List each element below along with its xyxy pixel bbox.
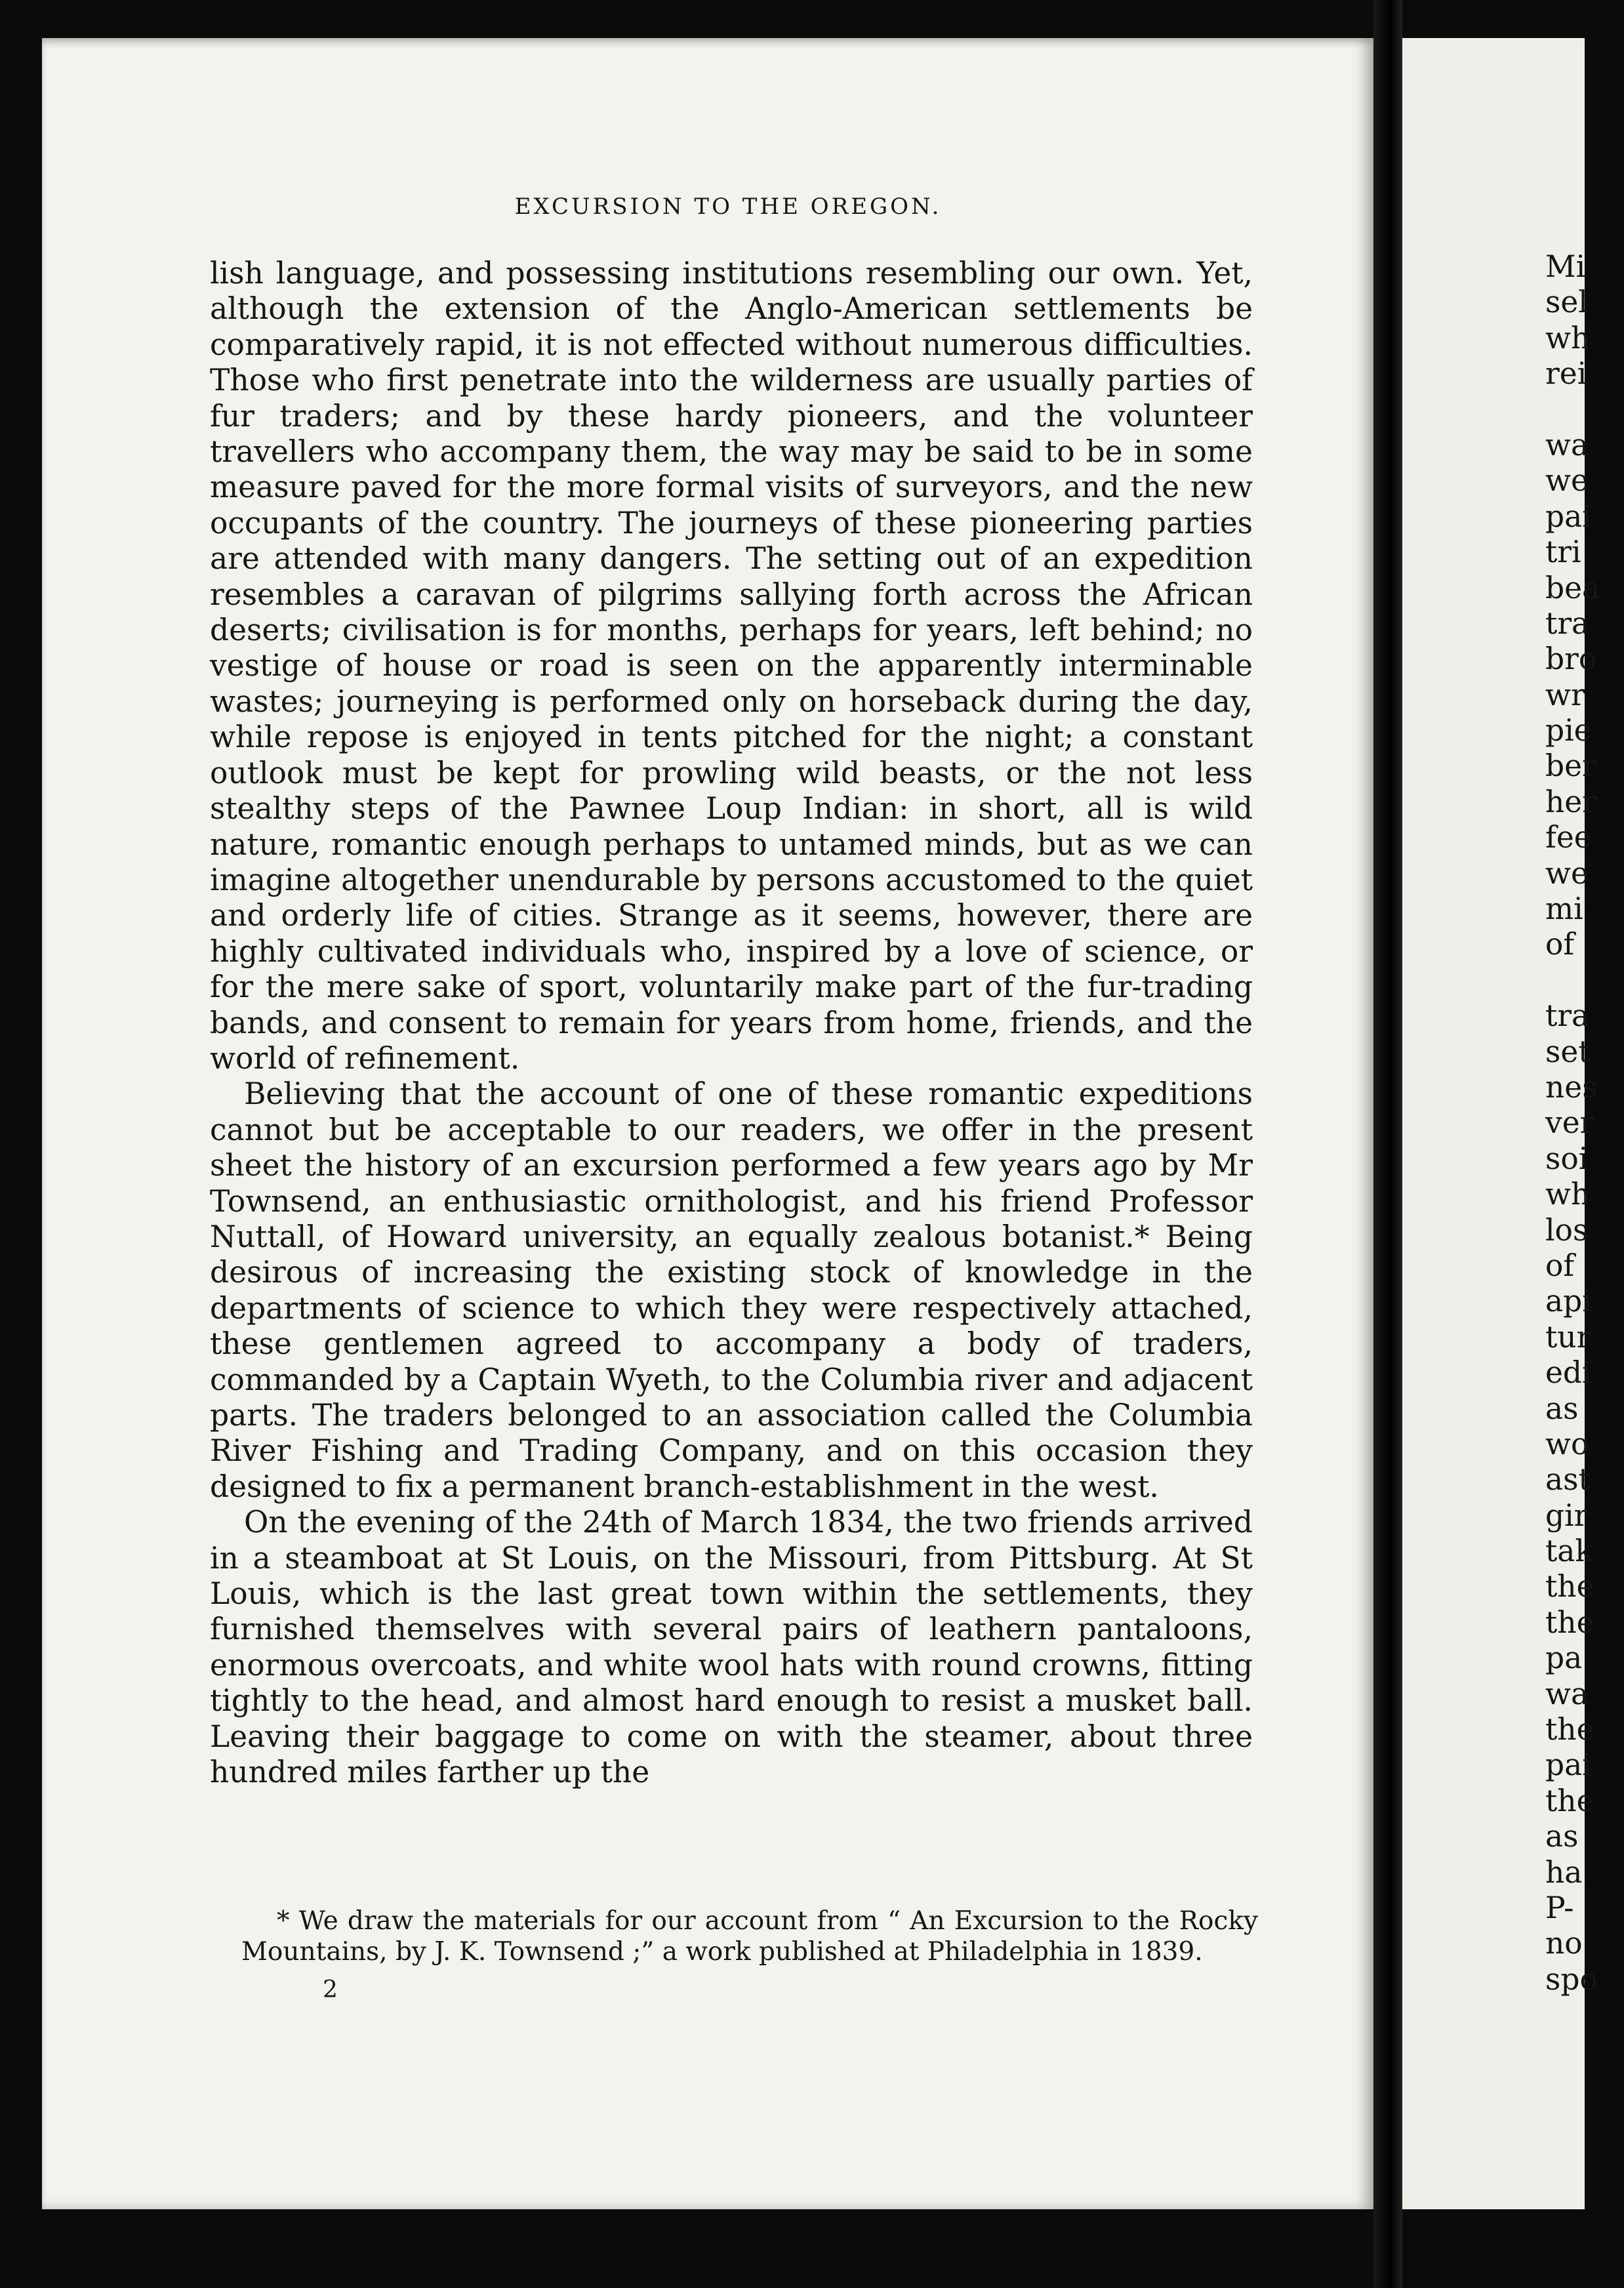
right-column-line: Mi [1545,249,1586,284]
right-column-line: pa [1545,1641,1583,1676]
right-column-line: mi [1545,891,1583,927]
right-column-line: tra [1545,605,1590,641]
right-column-line: tur [1545,1319,1591,1355]
right-column-line: ber [1545,748,1596,784]
right-column-line: as [1545,1391,1579,1426]
right-column-line: soi [1545,1141,1589,1176]
right-column-line: tra [1545,998,1590,1034]
footnote-text: * We draw the materials for our account from “ An Excursion to the Rocky Mountains, by J. K. Townsend ;” a work published at Philadelphia in 1839. [241,1906,1258,1967]
right-column-line: bea [1545,570,1600,605]
right-column-line: wo [1545,1426,1589,1461]
right-column-line: tak [1545,1534,1593,1569]
paragraph-1: lish language, and possessing institutions resembling our own. Yet, although the extension of the Anglo-American settlements be comparatively rapid, it is not effected without numerous difficulties. Those who first penetrate into the wilderness are usually parties of fur traders; and by these hardy pioneers, and the volunteer travellers who accompany them, the way may be said to be in some measure paved for the more formal visits of surveyors, and the new occupants of the country. The journeys of these pioneering parties are attended with many dangers. The setting out of an expedition resembles a caravan of pilgrims sallying forth across the African deserts; civilisation is for months, perhaps for years, left behind; no vestige of house or road is seen on the apparently interminable wastes; journeying is performed only on horseback during the day, while repose is enjoyed in tents pitched for the night; a constant outlook must be kept for prowling wild beasts, or the not less stealthy steps of the Pawnee Loup Indian: in short, all is wild nature, romantic enough perhaps to untamed minds, but as we can imagine altogether unendurable by persons accustomed to the quiet and orderly life of cities. Strange as it seems, however, there are highly cultivated individuals who, inspired by a love of science, or for the mere sake of sport, voluntarily make part of the fur-trading bands, and consent to remain for years from home, friends, and the world of refinement. [210,256,1253,1076]
right-column-line [1545,963,1624,998]
right-column-line: her [1545,784,1596,819]
right-column-line: of [1545,1248,1575,1283]
right-column-line: sel [1545,285,1588,320]
footnote [241,1906,1258,1967]
running-header: EXCURSION TO THE OREGON. [514,194,942,220]
right-column-line: set [1545,1034,1591,1069]
right-column-line: we [1545,463,1589,499]
right-column-line: edi [1545,1355,1592,1391]
right-column-line: the [1545,1712,1594,1747]
right-column-line: nes [1545,1069,1598,1105]
right-column-line: no [1545,1926,1583,1961]
body-text [210,256,1253,1790]
right-column-line: fee [1545,820,1592,855]
right-column-line: gir [1545,1498,1589,1533]
right-page-text [1545,249,1624,1997]
right-column-line: wh [1545,1177,1591,1212]
paragraph-2: Believing that the account of one of these romantic expeditions cannot but be acceptable to our readers, we offer in the present sheet the history of an excursion performed a few years ago by Mr Townsend, an enthusiastic ornithologist, and his friend Professor Nuttall, of Howard university, an equally zealous botanist.* Being desirous of increasing the existing stock of knowledge in the departments of science to which they were respectively attached, these gentlemen agreed to accompany a body of traders, commanded by a Captain Wyeth, to the Columbia river and adjacent parts. The traders belonged to an association called the Columbia River Fishing and Trading Company, and on this occasion they designed to fix a permanent branch-establishment in the west. [210,1076,1253,1504]
right-column-line: spo [1545,1961,1598,1997]
signature-mark: 2 [323,1976,338,2003]
right-column-line: wa [1545,427,1589,462]
right-column-line: pai [1545,499,1592,534]
right-column-line: P- [1545,1890,1574,1925]
right-column-line: wh [1545,320,1591,356]
right-column-line: wa [1545,1676,1589,1711]
right-column-line: los [1545,1212,1589,1248]
book-gutter [1373,0,1402,2288]
right-column-line: ast [1545,1462,1591,1498]
right-column-line: api [1545,1284,1592,1319]
right-column-line: ha [1545,1854,1583,1890]
right-column-line: the [1545,1604,1594,1640]
right-column-line: pai [1545,1747,1592,1783]
right-column-line: wr [1545,677,1585,712]
right-column-line: ver [1545,1105,1594,1141]
right-column-line: tri [1545,535,1581,570]
right-column-line: bro [1545,642,1597,677]
right-column-line: the [1545,1783,1594,1818]
paragraph-3: On the evening of the 24th of March 1834, the two friends arrived in a steamboat at St Louis, on the Missouri, from Pittsburg. At St Louis, which is the last great town within the settlements, they furnished themselves with several pairs of leathern pantaloons, enormous overcoats, and white wool hats with round crowns, fitting tightly to the head, and almost hard enough to resist a musket ball. Leaving their baggage to come on with the steamer, about three hundred miles farther up the [210,1505,1253,1790]
right-column-line: pie [1545,713,1592,748]
right-column-line: we [1545,855,1589,891]
right-column-line [1545,392,1624,428]
right-column-line: rei [1545,356,1587,392]
right-column-line: of [1545,927,1575,962]
right-column-line: the [1545,1569,1594,1604]
right-column-line: as [1545,1819,1579,1854]
